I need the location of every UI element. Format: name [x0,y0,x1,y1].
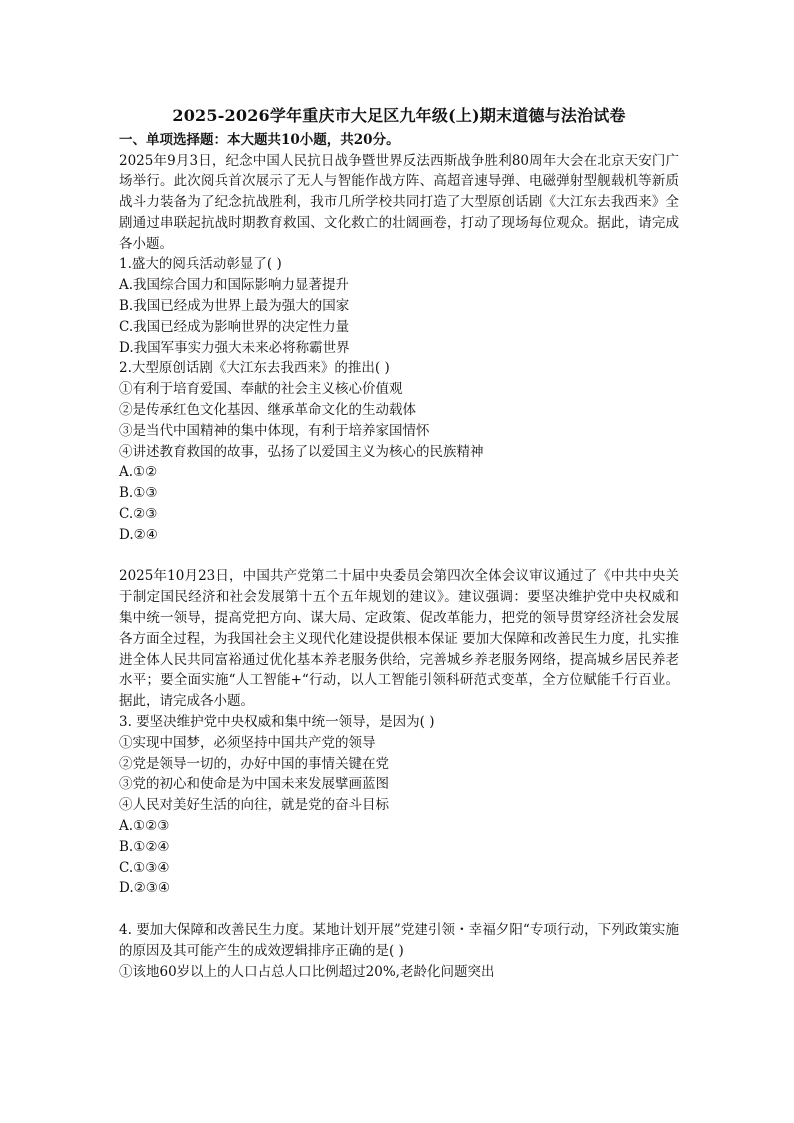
question-2-item-4: ④讲述教育救国的故事，弘扬了以爱国主义为核心的民族精神 [119,443,484,460]
question-2-option-a: A.①② [119,464,158,481]
passage-2: 2025年10月23日，中国共产党第二十届中央委员会第四次全体会议审议通过了《中共中央关于制定国民经济和社会发展第十五个五年规划的建议》。建议强调：要坚决维护党中央权威和集中统一领导，提高党把方向、谋大局、定政策、促改革能力，把党的领导贯穿经济社会发展各方面全过程，为我国社会主义现代化建设提供根本保证 要加大保障和改善民生力度，扎实推进全体人民共同富裕通过优化基本养老服务供给，完善城乡养老服务网络，提高城乡居民养老水平；要全面实施“人工智能+“行动，以人工智能引领科研范式变革，全方位赋能千行百业。据此，请完成各小题。 [119,568,679,710]
question-3-option-a: A.①②③ [119,818,170,834]
question-3-option-b: B.①②④ [119,838,170,855]
question-3-item-4: ④人民对美好生活的向往，就是党的奋斗目标 [119,797,389,814]
question-3-item-3: ③党的初心和使命是为中国未来发展擘画蓝图 [119,776,389,793]
question-1-option-c: C.我国已经成为影响世界的决定性力量 [119,318,350,335]
exam-page [119,103,679,982]
question-2-option-b: B.①③ [119,485,158,502]
question-2-item-2: ②是传承红色文化基因、继承革命文化的生动载体 [119,402,416,419]
passage-1: 2025年9月3日，纪念中国人民抗日战争暨世界反法西斯战争胜利80周年大会在北京天安门广场举行。此次阅兵首次展示了无人与智能作战方阵、高超音速导弹、电磁弹射型舰载机等新质战斗力装备为了纪念抗战胜利，我市几所学校共同打造了大型原创话剧《大江东去我西来》全剧通过串联起抗战时期教育救国、文化救亡的壮阔画卷，打动了现场每位观众。据此，请完成各小题。 [119,152,679,252]
question-2-item-3: ③是当代中国精神的集中体现，有利于培养家国情怀 [119,422,430,439]
question-2-stem: 2.大型原创话剧《大江东去我西来》的推出( ) [119,360,390,377]
exam-title: 2025-2026学年重庆市大足区九年级(上)期末道德与法治试卷 [172,106,626,125]
question-1-option-a: A.我国综合国力和国际影响力显著提升 [119,277,350,294]
spacer [119,546,679,567]
question-4-item-1: ①该地60岁以上的人口占总人口比例超过20%,老龄化问题突出 [119,963,495,980]
question-2-item-1: ①有利于培育爱国、奉献的社会主义核心价值观 [119,381,403,398]
question-2-option-d: D.②④ [119,526,158,543]
question-1-option-d: D.我国军事实力强大未来必将称霸世界 [119,339,350,356]
question-1-option-b: B.我国已经成为世界上最为强大的国家 [119,298,350,315]
section-heading: 一、单项选择题：本大题共10小题，共20分。 [119,132,400,148]
question-4-stem: 4. 要加大保障和改善民生力度。某地计划开展”党建引领・幸福夕阳“专项行动，下列政策实施的原因及其可能产生的成效逻辑排序正确的是( ) [119,921,679,959]
question-3-item-2: ②党是领导一切的，办好中国的事情关键在党 [119,755,389,772]
question-3-item-1: ①实现中国梦，必须坚持中国共产党的领导 [119,734,376,751]
question-3-option-c: C.①③④ [119,859,170,876]
question-1-stem: 1.盛大的阅兵活动彰显了( ) [119,256,282,273]
question-3-option-d: D.②③④ [119,880,170,897]
question-2-option-c: C.②③ [119,506,158,523]
spacer [119,899,679,920]
question-3-stem: 3. 要坚决维护党中央权威和集中统一领导，是因为( ) [119,714,435,731]
